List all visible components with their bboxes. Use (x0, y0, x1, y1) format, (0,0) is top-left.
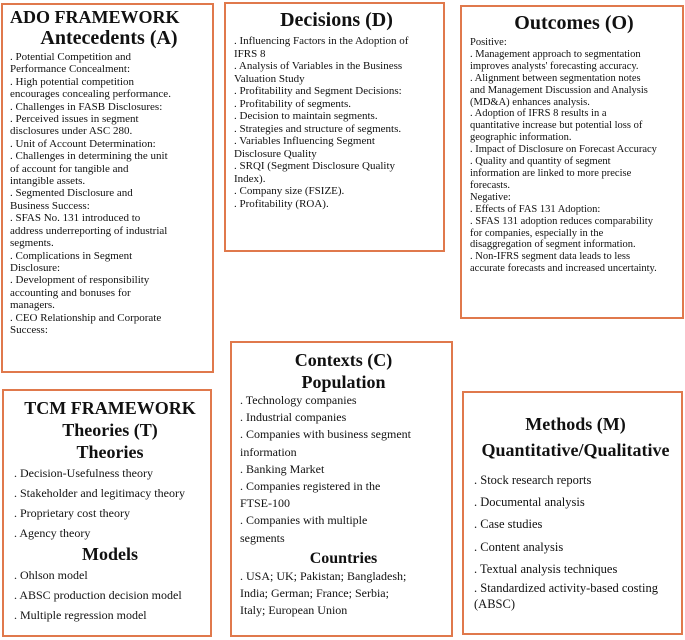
antecedents-line: . Challenges in determining the unit (10, 150, 168, 163)
methods-list (474, 469, 677, 612)
method-item: . Case studies (474, 517, 543, 532)
method-item: (ABSC) (474, 597, 515, 612)
outcomes-line: . Quality and quantity of segment (470, 156, 611, 168)
model-item: . ABSC production decision model (14, 588, 182, 602)
antecedents-line: . Potential Competition and (10, 51, 131, 63)
population-list (240, 393, 447, 546)
decisions-line: . Variables Influencing Segment (234, 135, 375, 147)
decisions-line: . Decision to maintain segments. (234, 110, 378, 122)
theory-item: . Decision-Usefulness theory (14, 466, 153, 480)
outcomes-line: . SFAS 131 adoption reduces comparability (470, 215, 653, 227)
method-item: . Textual analysis techniques (474, 561, 618, 576)
outcomes-box (460, 5, 684, 319)
methods-box (462, 391, 683, 635)
decisions-line: . Profitability and Segment Decisions: (234, 85, 402, 97)
antecedents-line: . CEO Relationship and Corporate (10, 311, 162, 324)
antecedents-line: Performance Concealment: (10, 63, 131, 76)
countries-line: . USA; UK; Pakistan; Bangladesh; (240, 569, 407, 584)
population-line: . Technology companies (240, 393, 357, 407)
decisions-line: Valuation Study (234, 72, 305, 85)
contexts-title: Contexts (C) (294, 350, 393, 370)
outcomes-line: information are linked to more precise (470, 167, 632, 179)
method-item: . Stock research reports (474, 473, 592, 487)
outcomes-line: Negative: (470, 191, 511, 203)
decisions-line: . Profitability (ROA). (234, 197, 329, 210)
population-line: . Companies registered in the (240, 478, 381, 493)
decisions-line: Index). (234, 172, 266, 185)
decisions-line: . Strategies and structure of segments. (234, 122, 402, 135)
method-item: . Standardized activity-based costing (474, 581, 658, 596)
models-list (14, 565, 206, 625)
antecedents-line: . Development of responsibility (10, 274, 150, 287)
contexts-box (230, 341, 453, 637)
antecedents-line: Success: (10, 323, 48, 336)
outcomes-line: . Adoption of IFRS 8 results in a (470, 108, 607, 120)
antecedents-line: . Perceived issues in segment (10, 113, 139, 126)
antecedents-line: of account for tangible and (10, 162, 129, 175)
decisions-line: . Influencing Factors in the Adoption of (234, 35, 409, 47)
outcomes-line: forecasts. (470, 179, 510, 191)
antecedents-line: . SFAS No. 131 introduced to (10, 212, 141, 225)
outcomes-line: . Management approach to segmentation (470, 48, 641, 60)
methods-subtitle: Quantitative/Qualitative (481, 440, 670, 460)
decisions-line: . SRQI (Segment Disclosure Quality (234, 160, 396, 172)
outcomes-title: Outcomes (O) (514, 12, 634, 34)
antecedents-list (10, 51, 208, 336)
antecedents-line: . Segmented Disclosure and (10, 187, 133, 200)
outcomes-line: accurate forecasts and increased uncertainty. (470, 263, 657, 275)
antecedents-line: . Unit of Account Determination: (10, 137, 156, 150)
population-line: . Companies with multiple (240, 513, 368, 528)
outcomes-line: Positive: (470, 37, 507, 48)
theory-item: . Stakeholder and legitimacy theory (14, 486, 185, 500)
population-line: . Industrial companies (240, 410, 347, 425)
decisions-list (234, 35, 439, 210)
antecedents-line: Disclosure: (10, 261, 61, 274)
outcomes-line: geographic information. (470, 132, 572, 144)
outcomes-line: . Effects of FAS 131 Adoption: (470, 203, 601, 215)
population-heading: Population (301, 372, 386, 392)
countries-line: Italy; European Union (240, 603, 348, 618)
population-line: FTSE-100 (240, 496, 291, 511)
decisions-line: . Analysis of Variables in the Business (234, 60, 403, 72)
methods-title: Methods (M) (525, 414, 626, 434)
antecedents-line: encourages concealing performance. (10, 88, 171, 101)
outcomes-line: improves analysts' forecasting accuracy. (470, 60, 639, 72)
theories-heading: Theories (76, 442, 144, 462)
outcomes-line: . Impact of Disclosure on Forecast Accuracy (470, 144, 657, 156)
outcomes-line: . Alignment between segmentation notes (470, 72, 641, 84)
decisions-line: . Company size (FSIZE). (234, 185, 345, 197)
countries-list (240, 569, 447, 619)
population-line: segments (240, 530, 285, 545)
model-item: . Ohlson model (14, 568, 88, 582)
antecedents-line: segments. (10, 237, 54, 250)
models-heading: Models (82, 544, 138, 564)
theories-title: Theories (T) (62, 420, 158, 440)
outcomes-line: and Management Discussion and Analysis (470, 84, 648, 96)
countries-heading: Countries (309, 550, 378, 568)
antecedents-line: disclosures under ASC 280. (10, 125, 133, 138)
population-line: . Banking Market (240, 461, 325, 476)
method-item: . Content analysis (474, 539, 564, 554)
antecedents-box (1, 3, 214, 373)
outcomes-list (470, 37, 678, 275)
antecedents-title: Antecedents (A) (40, 27, 178, 49)
model-item: . Multiple regression model (14, 608, 147, 622)
outcomes-line: (MD&A) enhances analysis. (470, 96, 590, 108)
ado-framework-heading: ADO FRAMEWORK (10, 7, 180, 27)
decisions-line: Disclosure Quality (234, 147, 317, 160)
antecedents-line: . High potential competition (10, 75, 135, 88)
antecedents-line: . Complications in Segment (10, 249, 133, 262)
antecedents-line: Business Success: (10, 199, 90, 212)
antecedents-line: managers. (10, 299, 55, 312)
antecedents-line: intangible assets. (10, 175, 86, 188)
theories-box (2, 389, 212, 637)
theories-list (14, 463, 206, 543)
theory-item: . Agency theory (14, 526, 91, 540)
outcomes-line: disaggregation of segment information. (470, 239, 636, 251)
method-item: . Documental analysis (474, 495, 585, 510)
decisions-title: Decisions (D) (280, 9, 393, 31)
outcomes-line: quantitative increase but potential loss of (470, 120, 643, 132)
antecedents-line: . Challenges in FASB Disclosures: (10, 100, 163, 113)
population-line: information (240, 444, 297, 459)
theory-item: . Proprietary cost theory (14, 506, 130, 520)
countries-line: India; German; France; Serbia; (240, 586, 389, 601)
tcm-framework-heading: TCM FRAMEWORK (24, 398, 196, 418)
decisions-line: IFRS 8 (234, 47, 266, 60)
decisions-box (224, 2, 445, 252)
population-line: . Companies with business segment (240, 427, 411, 442)
outcomes-line: . Non-IFRS segment data leads to less (470, 251, 631, 263)
outcomes-line: for companies, especially in the (470, 227, 604, 239)
antecedents-line: address underreporting of industrial (10, 224, 168, 237)
decisions-line: . Profitability of segments. (234, 97, 352, 110)
antecedents-line: accounting and bonuses for (10, 286, 131, 299)
